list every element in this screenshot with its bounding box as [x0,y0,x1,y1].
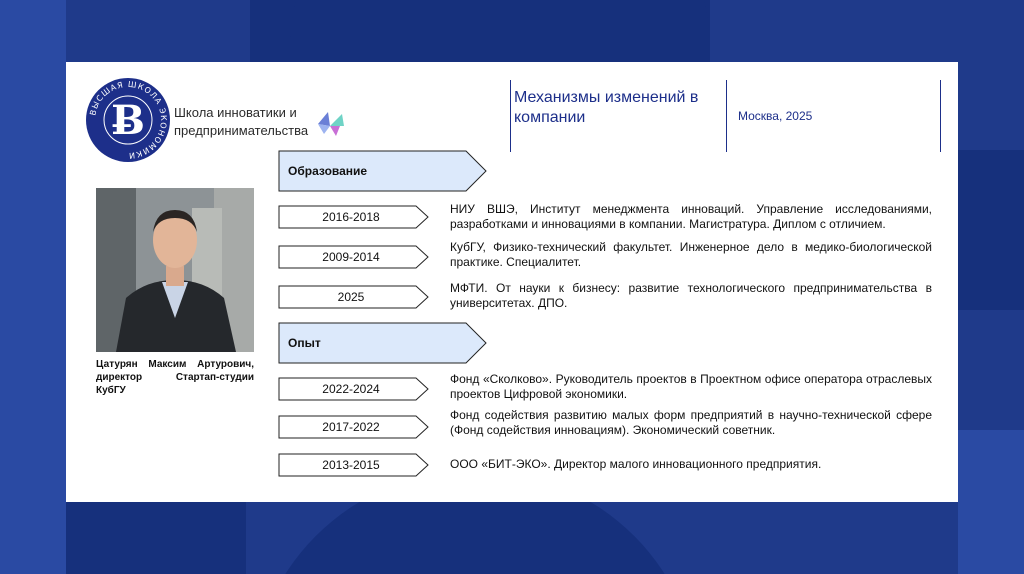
logo-letter: Ƀ [111,96,145,144]
education-years-3-label: 2025 [337,290,365,304]
education-heading-label: Образование [288,164,368,178]
education-years-3 [278,285,430,309]
experience-years-2-label: 2017-2022 [322,420,380,434]
bg-block-right-bottom [958,430,1024,574]
education-desc-1: НИУ ВШЭ, Институт менеджмента инноваций. Управление исследованиями, разработками и инновациями в компании. Магистратура. Диплом с отличием. [450,202,932,231]
experience-desc-1: Фонд «Сколково». Руководитель проектов в Проектном офисе оператора отраслевых проектов Цифровой экономики. [450,372,932,401]
bg-block-left [0,0,66,574]
person-photo [96,188,254,352]
logo-ring-text: ВЫСШАЯ ШКОЛА ЭКОНОМИКИ [88,79,169,161]
experience-years-1 [278,377,430,401]
city-year: Москва, 2025 [738,109,813,123]
education-desc-2: КубГУ, Физико-технический факультет. Инженерное дело в медико-биологической практике. Специалитет. [450,240,932,269]
slide [66,62,958,502]
experience-desc-3: ООО «БИТ-ЭКО». Директор малого инновационного предприятия. [450,457,822,471]
hse-logo [86,78,170,162]
education-years-1-label: 2016-2018 [322,210,380,224]
experience-years-1-label: 2022-2024 [322,382,380,396]
bg-block-bottom [66,502,246,574]
divider-3 [940,80,941,152]
divider-1 [510,80,511,152]
experience-desc-2: Фонд содействия развитию малых форм предприятий в научно-технической сфере (Фонд содействия инновациям). Экономический советник. [450,408,932,437]
bg-block-right [958,150,1024,310]
education-years-1 [278,205,430,229]
experience-years-3-label: 2013-2015 [322,458,380,472]
education-years-2 [278,245,430,269]
person-caption: Цатурян Максим Артурович, директор Стартап-студии КубГУ [96,359,254,396]
experience-years-2 [278,415,430,439]
experience-heading-label: Опыт [288,336,321,350]
school-name: Школа инноватики и предпринимательства [174,105,309,138]
experience-years-3 [278,453,430,477]
divider-2 [726,80,727,152]
education-years-2-label: 2009-2014 [322,250,380,264]
page-title: Механизмы изменений в компании [514,89,699,126]
school-mark-icon [316,108,346,138]
education-heading [278,150,488,192]
education-desc-3: МФТИ. От науки к бизнесу: развитие технологического предпринимательства в университетах. ДПО. [450,281,932,310]
experience-heading [278,322,488,364]
